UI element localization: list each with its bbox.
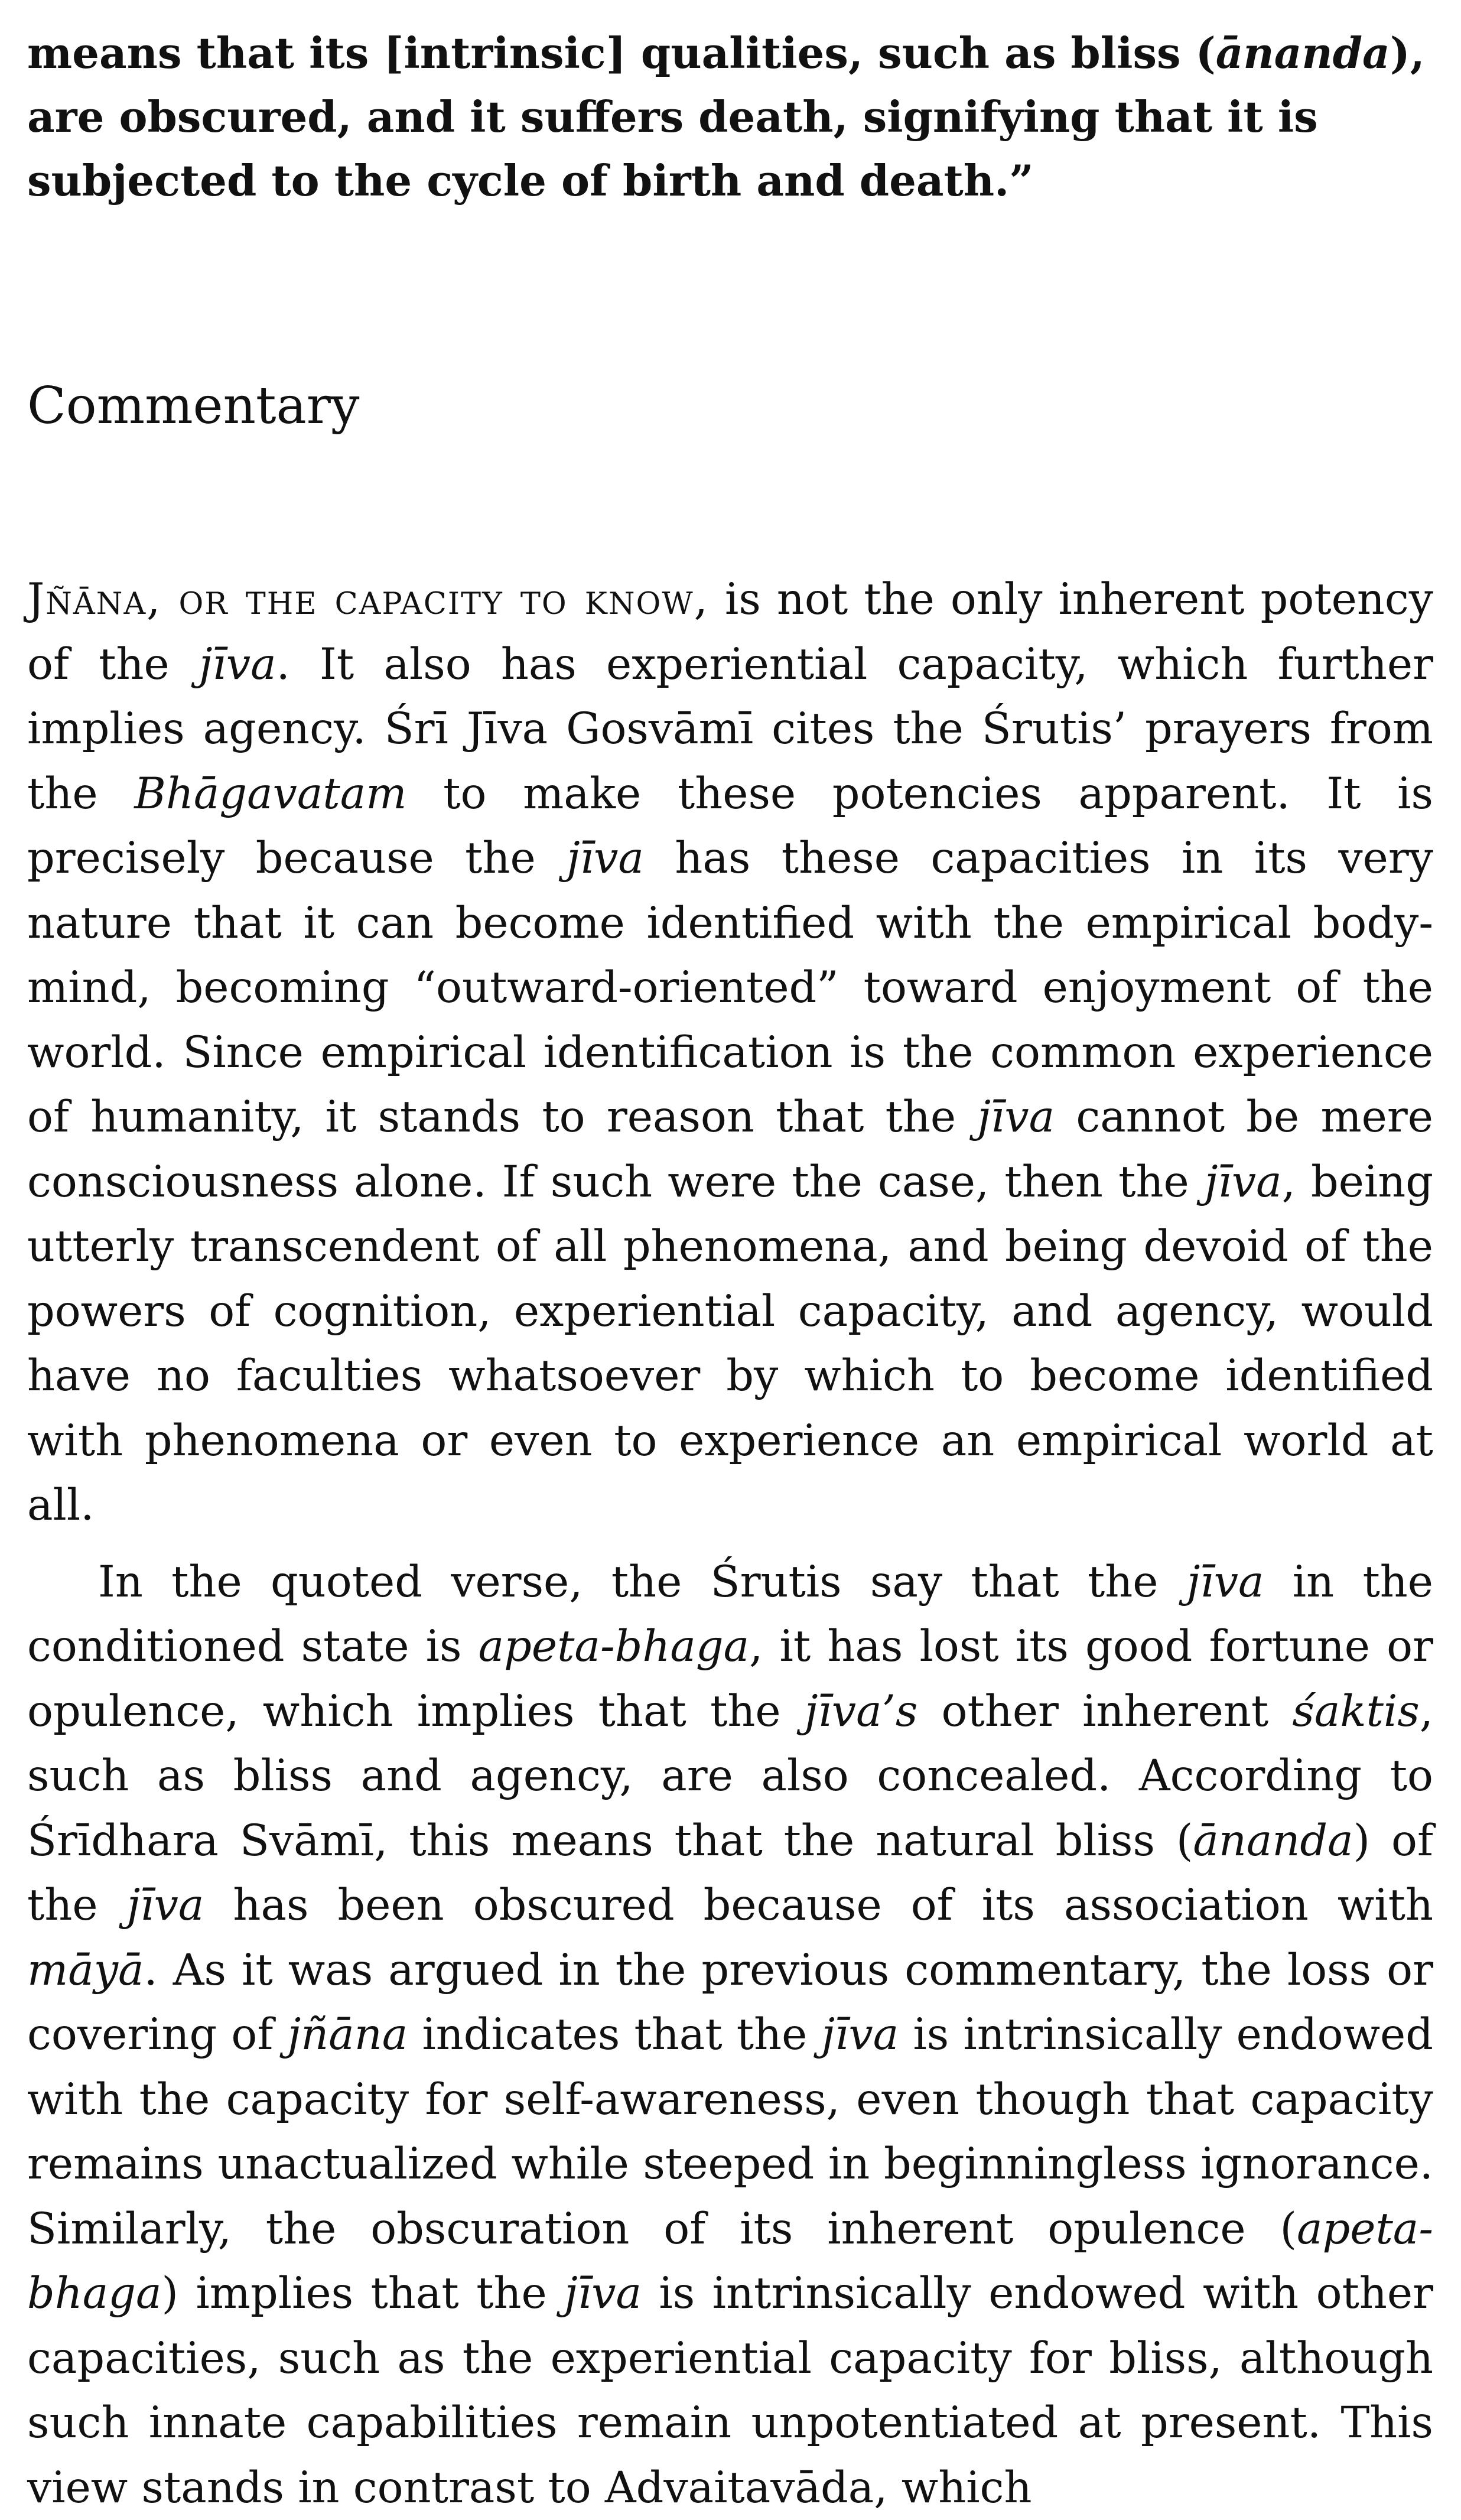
verse-text: ), are obscured, and it suffers death, signifying that it is subjected to the cycle of birth and death.” bbox=[27, 28, 1425, 206]
text-run: , it has lost its good fortune or opulence, which implies that the bbox=[27, 1621, 1433, 1737]
italic-term: śaktis bbox=[1292, 1686, 1419, 1737]
italic-term: ānanda bbox=[1193, 1816, 1353, 1866]
text-run: ) implies that the bbox=[162, 2268, 565, 2319]
paragraph-1 bbox=[27, 567, 1433, 1538]
italic-term: jīva bbox=[822, 2010, 899, 2060]
text-run: , being utterly transcendent of all phenomena, and being devoid of the powers of cognition, experiential capacity, and agency, would have no faculties whatsoever by which to become identified with phenomena or even to experience an empirical world at all. bbox=[27, 1157, 1433, 1531]
text-run: . As it was argued in the previous commentary, the loss or covering of bbox=[27, 1945, 1433, 2060]
text-run: other inherent bbox=[917, 1686, 1292, 1737]
italic-term: jñāna bbox=[288, 2010, 408, 2060]
commentary-body bbox=[27, 567, 1433, 2520]
italic-term: jīva bbox=[567, 833, 644, 883]
italic-term: apeta-bhaga bbox=[27, 2204, 1433, 2319]
paragraph-2 bbox=[27, 1550, 1433, 2520]
text-run: indicates that the bbox=[408, 2010, 821, 2060]
italic-term: jīva bbox=[564, 2268, 642, 2319]
italic-term: jīva bbox=[1187, 1557, 1264, 1607]
text-run: in the conditioned state is bbox=[27, 1557, 1433, 1672]
verse-translation bbox=[27, 21, 1433, 213]
text-run: is intrinsically endowed with other capacities, such as the experiential capacity for bliss, although such innate capabilities remain unpotentiated at present. This view stands in contrast to Advaitavāda, which bbox=[27, 2268, 1433, 2513]
italic-term: māyā bbox=[27, 1945, 144, 1995]
text-run: cannot be mere consciousness alone. If such were the case, then the bbox=[27, 1092, 1433, 1207]
text-run: In the quoted verse, the Śrutis say that the bbox=[98, 1557, 1187, 1607]
text-run: to make these potencies apparent. It is precisely because the bbox=[27, 769, 1433, 884]
italic-term: Bhāgavatam bbox=[134, 769, 406, 819]
italic-term: apeta-bhaga bbox=[479, 1621, 750, 1672]
text-run: is not the only inherent potency of the bbox=[27, 574, 1433, 690]
italic-term: jīva bbox=[1205, 1157, 1282, 1207]
text-run: ) of the bbox=[27, 1816, 1433, 1931]
italic-term: ānanda bbox=[1216, 28, 1390, 78]
italic-term: jīva bbox=[977, 1092, 1055, 1142]
lead-in: Jñāna, or the capacity to know, bbox=[27, 574, 709, 625]
text-run: has been obscured because of its association with bbox=[204, 1880, 1433, 1930]
verse-text: means that its [intrinsic] qualities, such as bliss ( bbox=[27, 28, 1216, 78]
text-run: , such as bliss and agency, are also concealed. According to Śrīdhara Svāmī, this means that the natural bliss ( bbox=[27, 1686, 1433, 1866]
italic-term: jīva’s bbox=[805, 1686, 917, 1737]
section-heading: Commentary bbox=[27, 373, 360, 438]
text-run: has these capacities in its very nature that it can become identified with the empirical body-mind, becoming “outward-oriented” toward enjoyment of the world. Since empirical identification is the common experience of humanity, it stands to reason that the bbox=[27, 833, 1433, 1142]
text-run: is intrinsically endowed with the capacity for self-awareness, even though that capacity remains unactualized while steeped in beginningless ignorance. Similarly, the obscuration of its inherent opulence ( bbox=[27, 2010, 1433, 2254]
text-run: . It also has experiential capacity, which further implies agency. Śrī Jīva Gosvāmī cites the Śrutis’ prayers from the bbox=[27, 639, 1433, 819]
document-page bbox=[27, 0, 1433, 2421]
italic-term: jīva bbox=[199, 639, 276, 690]
italic-term: jīva bbox=[127, 1880, 204, 1930]
